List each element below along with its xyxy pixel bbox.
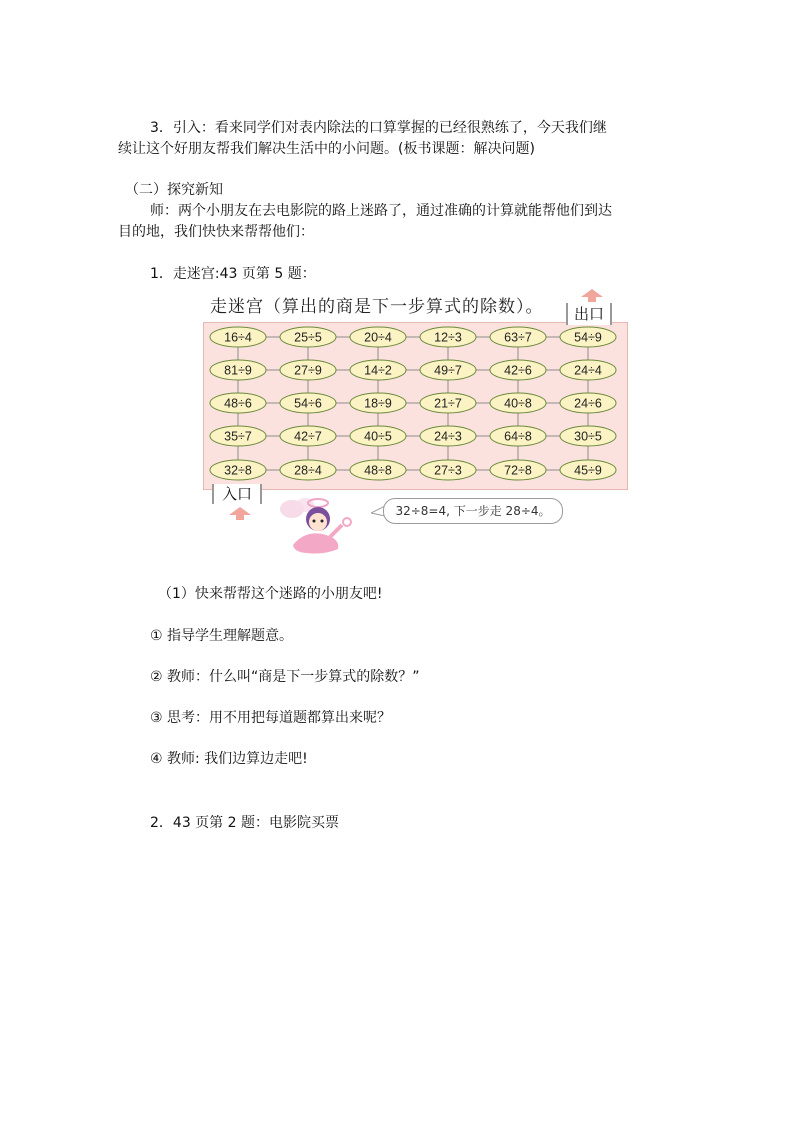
maze-cell-expression: 20÷4 xyxy=(364,330,392,345)
maze-cell-expression: 12÷3 xyxy=(434,330,462,345)
maze-cell-expression: 21÷7 xyxy=(434,396,462,411)
maze-cell-expression: 42÷7 xyxy=(294,429,322,444)
maze-cell xyxy=(280,393,336,413)
maze-cell xyxy=(350,460,406,480)
maze-cell-expression: 63÷7 xyxy=(504,330,532,345)
step-item-1: ① 指导学生理解题意。 xyxy=(150,628,294,644)
maze-cell-expression: 35÷7 xyxy=(224,429,252,444)
maze-cell-expression: 54÷9 xyxy=(574,330,602,345)
maze-cell-expression: 16÷4 xyxy=(224,330,252,345)
maze-cell xyxy=(490,426,546,446)
maze-cell-expression: 45÷9 xyxy=(574,463,602,478)
exit-arrow-icon xyxy=(581,289,603,297)
entry-arrow-stem xyxy=(236,515,244,520)
angel-mascot-icon xyxy=(278,495,368,557)
exit-arrow-stem xyxy=(588,297,596,302)
maze-cell xyxy=(420,460,476,480)
maze-cell xyxy=(560,327,616,347)
maze-cell xyxy=(210,360,266,380)
maze-cell xyxy=(490,327,546,347)
maze-cell xyxy=(420,426,476,446)
maze-cell xyxy=(350,393,406,413)
maze-grid xyxy=(203,322,628,490)
maze-cell xyxy=(420,327,476,347)
maze-cell xyxy=(490,360,546,380)
maze-cell-expression: 54÷6 xyxy=(294,396,322,411)
maze-cell xyxy=(210,327,266,347)
maze-cell xyxy=(210,460,266,480)
question-1-heading: 1．走迷宫:43 页第 5 题： xyxy=(150,266,316,282)
maze-cell xyxy=(280,327,336,347)
maze-cell xyxy=(420,393,476,413)
entry-arrow-icon xyxy=(229,507,251,515)
maze-cell xyxy=(490,393,546,413)
intro-line-2: 续让这个好朋友帮我们解决生活中的小问题。(板书课题：解决问题) xyxy=(118,141,535,157)
maze-cell xyxy=(210,426,266,446)
maze-cell-expression: 72÷8 xyxy=(504,463,532,478)
maze-cell xyxy=(210,393,266,413)
maze-cell xyxy=(350,360,406,380)
maze-cell-expression: 40÷8 xyxy=(504,396,532,411)
maze-cell xyxy=(280,360,336,380)
teacher-text-line-1: 师：两个小朋友在去电影院的路上迷路了，通过准确的计算就能帮他们到达 xyxy=(150,203,612,219)
step-item-2: ② 教师：什么叫“商是下一步算式的除数？” xyxy=(150,669,420,685)
maze-cell xyxy=(490,460,546,480)
maze-cell-expression: 28÷4 xyxy=(294,463,322,478)
intro-line-1: 3．引入：看来同学们对表内除法的口算掌握的已经很熟练了，今天我们继 xyxy=(150,120,607,136)
maze-cell-expression: 32÷8 xyxy=(224,463,252,478)
maze-cell-expression: 27÷9 xyxy=(294,363,322,378)
maze-exit-label: 出口 xyxy=(566,303,612,325)
maze-entry-label: 入口 xyxy=(212,484,262,504)
maze-cell-expression: 40÷5 xyxy=(364,429,392,444)
maze-cell-expression: 48÷6 xyxy=(224,396,252,411)
maze-cell-expression: 42÷6 xyxy=(504,363,532,378)
step-item-3: ③ 思考：用不用把每道题都算出来呢？ xyxy=(150,710,391,726)
maze-cell-expression: 18÷9 xyxy=(364,396,392,411)
maze-cell xyxy=(560,460,616,480)
section-heading: （二）探究新知 xyxy=(125,182,223,198)
maze-cell-expression: 64÷8 xyxy=(504,429,532,444)
maze-cell-expression: 24÷6 xyxy=(574,396,602,411)
maze-cell-expression: 48÷8 xyxy=(364,463,392,478)
maze-cell-expression: 25÷5 xyxy=(294,330,322,345)
maze-cell-expression: 27÷3 xyxy=(434,463,462,478)
maze-cell xyxy=(350,426,406,446)
sub-question: （1）快来帮帮这个迷路的小朋友吧! xyxy=(158,586,383,602)
maze-cell xyxy=(420,360,476,380)
maze-cell-expression: 81÷9 xyxy=(224,363,252,378)
maze-cell-expression: 24÷3 xyxy=(434,429,462,444)
step-item-4: ④ 教师: 我们边算边走吧! xyxy=(150,751,308,767)
maze-title: 走迷宫（算出的商是下一步算式的除数）。 xyxy=(210,297,544,317)
maze-cell xyxy=(280,460,336,480)
maze-cell xyxy=(560,360,616,380)
maze-cell-expression: 14÷2 xyxy=(364,363,392,378)
maze-cell xyxy=(560,426,616,446)
maze-cell-expression: 49÷7 xyxy=(434,363,462,378)
teacher-text-line-2: 目的地，我们快快来帮帮他们： xyxy=(118,224,314,240)
maze-cell xyxy=(560,393,616,413)
maze-cell xyxy=(280,426,336,446)
hint-speech-bubble: 32÷8=4, 下一步走 28÷4。 xyxy=(383,498,563,524)
maze-cell xyxy=(350,327,406,347)
maze-cell-expression: 30÷5 xyxy=(574,429,602,444)
maze-cell-expression: 24÷4 xyxy=(574,363,602,378)
question-2-heading: 2．43 页第 2 题：电影院买票 xyxy=(150,815,339,831)
